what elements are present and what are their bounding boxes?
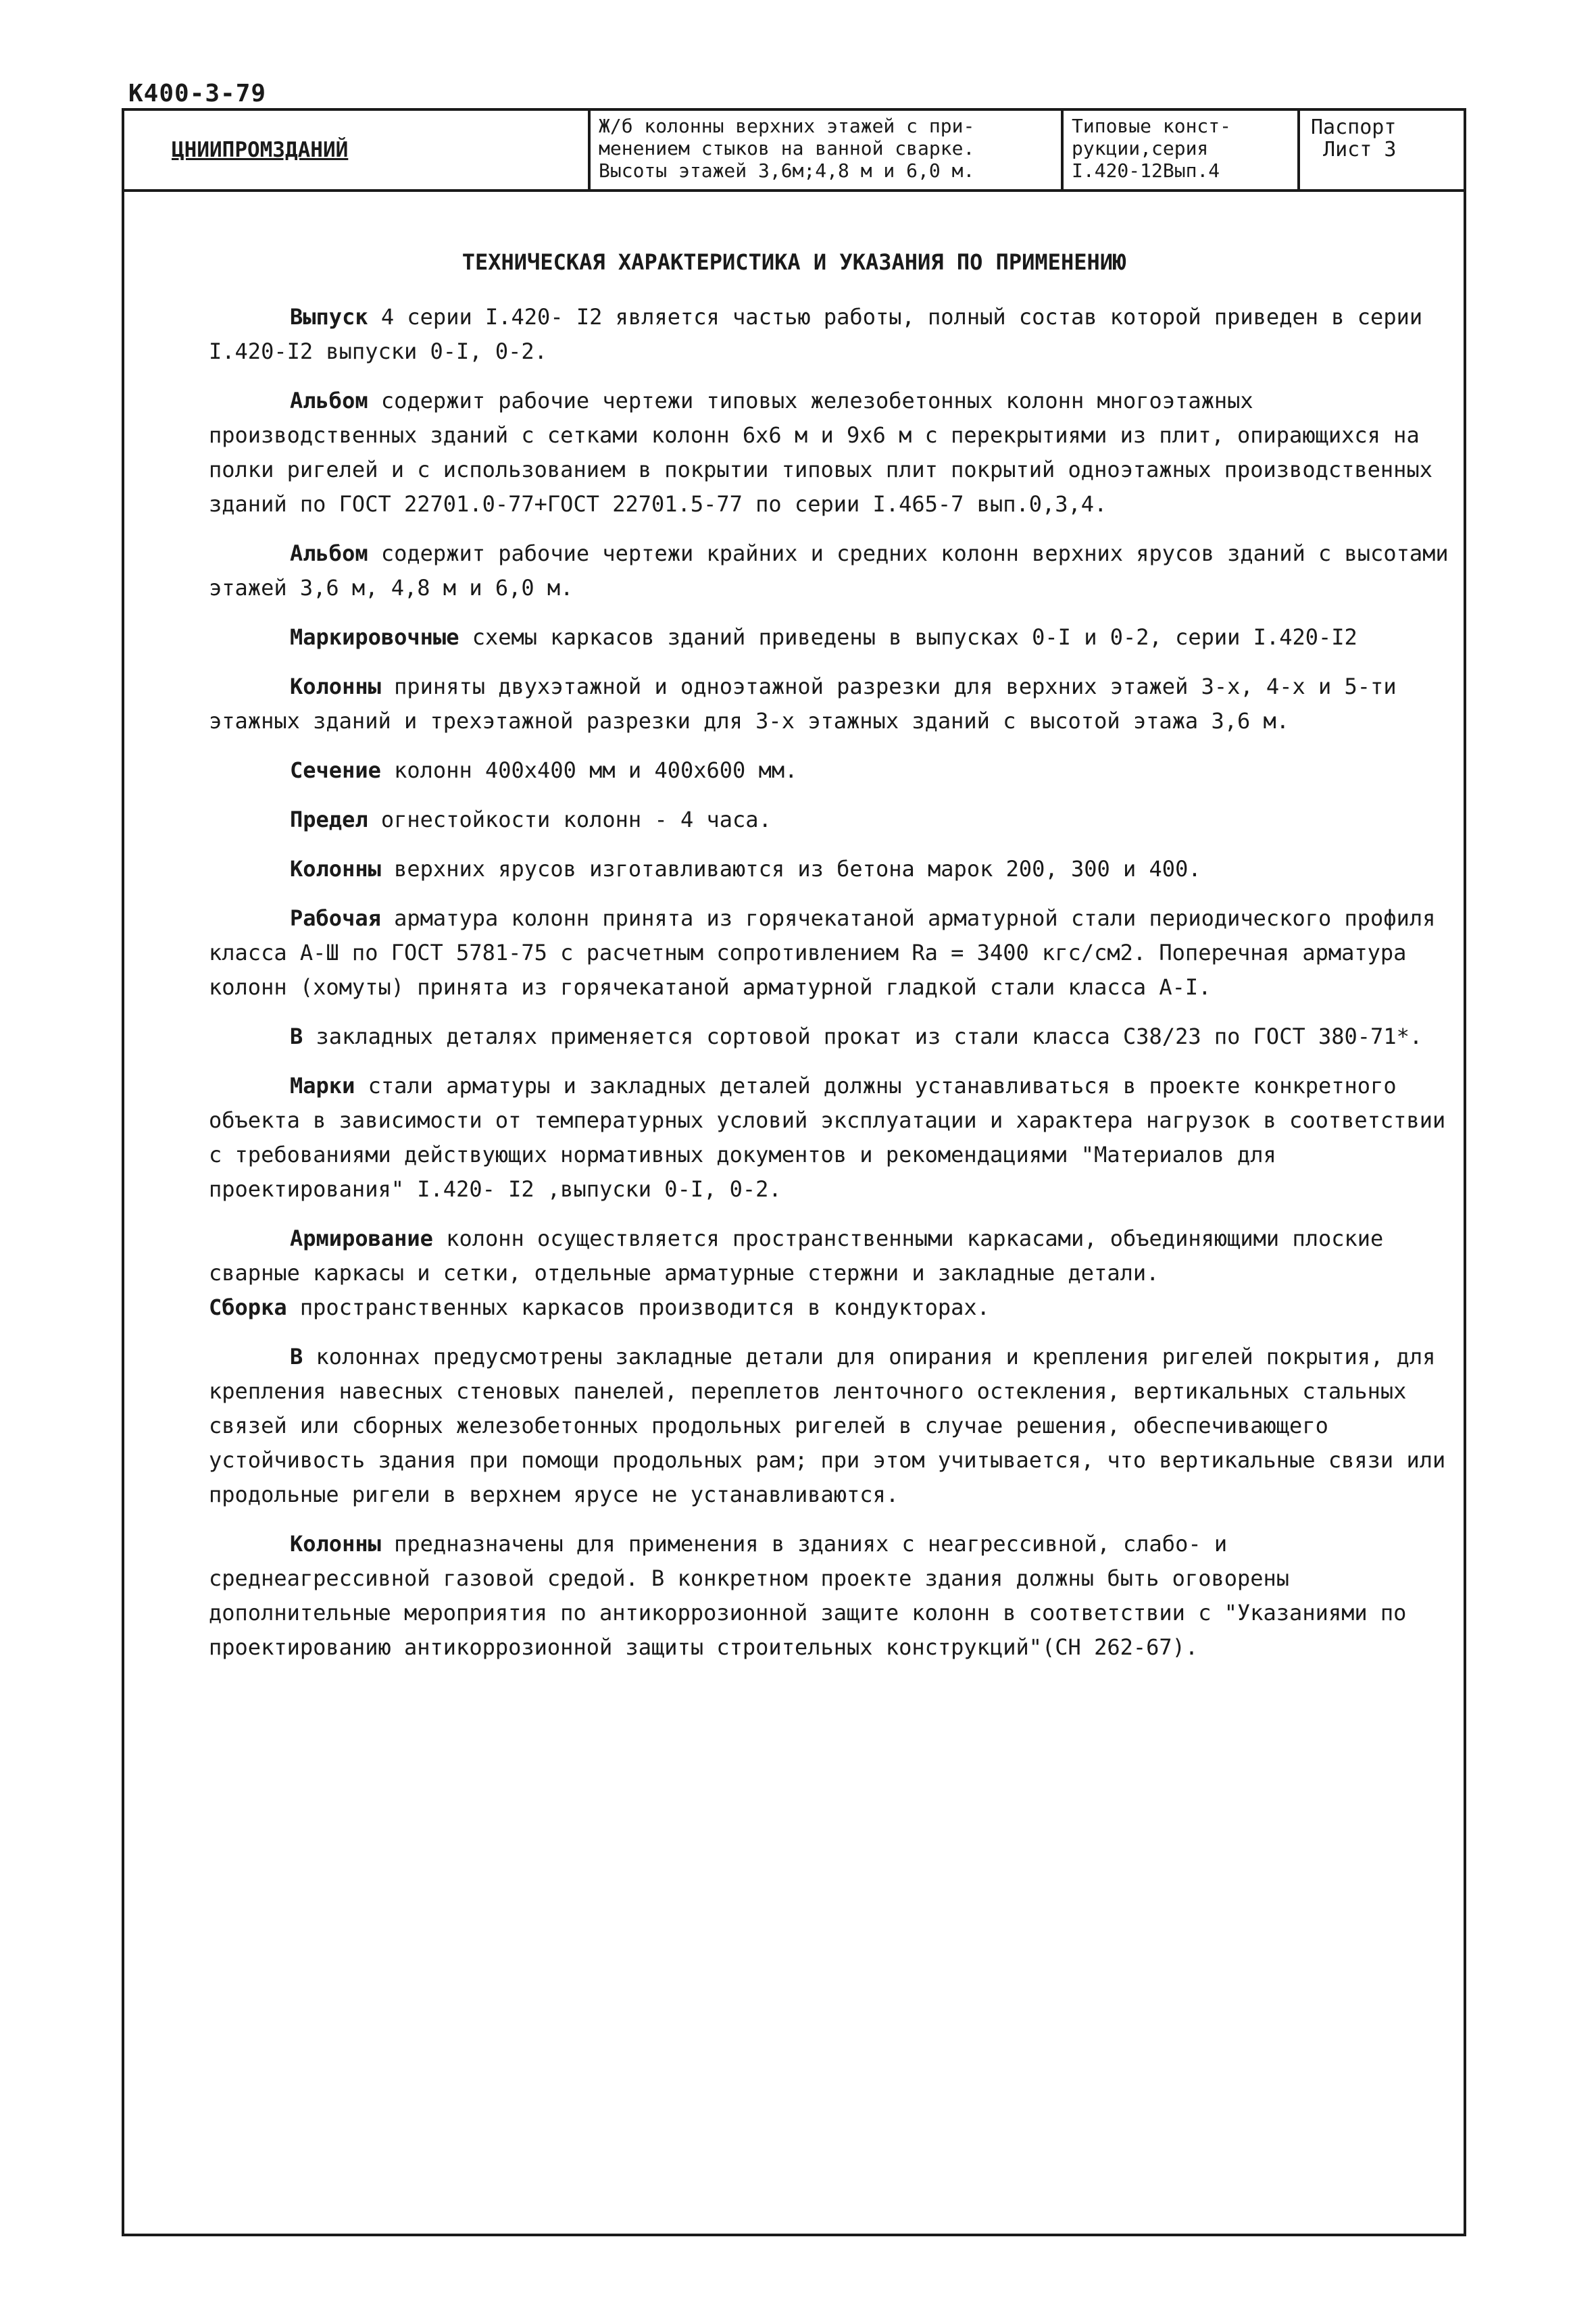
title-block [124, 111, 1464, 192]
paragraph [209, 753, 1452, 788]
paragraph [209, 300, 1452, 369]
sheet-line: Паспорт [1311, 116, 1397, 139]
paragraph-lead: Рабочая [290, 905, 381, 931]
sheet-line: Лист 3 [1311, 138, 1397, 161]
paragraph-text: содержит рабочие чертежи типовых железобетонных колонн многоэтажных производственных зданий с сетками колонн 6х6 м и 9х6 м с перекрытиями из плит, опирающихся на полки ригелей и с использованием в покрытии типовых плит покрытий одноэтажных производственных зданий по ГОСТ 22701.0-77+ГОСТ 22701.5-77 по серии I.465-7 вып.0,3,4. [209, 388, 1432, 517]
organization-name: ЦНИИПРОМЗДАНИЙ [172, 138, 349, 162]
paragraph [209, 670, 1452, 738]
paragraph-text: приняты двухэтажной и одноэтажной разрезки для верхних этажей 3-х, 4-х и 5-ти этажных зданий и трехэтажной разрезки для 3-х этажных зданий с высотой этажа 3,6 м. [209, 674, 1397, 734]
series-line: рукции,серия [1072, 137, 1209, 159]
paragraph-text: колонн осуществляется пространственными каркасами, объединяющими плоские сварные каркасы и сетки, отдельные арматурные стержни и закладные детали. [209, 1226, 1384, 1286]
series-line: I.420-12Вып.4 [1072, 159, 1220, 182]
paragraph-text: 4 серии I.420- I2 является частью работы, полный состав которой приведен в серии I.420-I2 выпуски 0-I, 0-2. [209, 304, 1423, 364]
paragraph-text: колонн 400х400 мм и 400х600 мм. [380, 757, 798, 783]
paragraph [209, 1290, 1452, 1325]
paragraph-lead: Марки [290, 1073, 355, 1099]
paragraph [209, 1069, 1452, 1207]
paragraph-text: арматура колонн принята из горячекатаной арматурной стали периодического профиля класса А-Ш по ГОСТ 5781-75 с расчетным сопротивлением Rа = 3400 кгс/см2. Поперечная арматура колонн (хомуты) принята из горячекатаной арматурной гладкой стали класса А-I. [209, 905, 1436, 1000]
series-info [1072, 115, 1231, 182]
paragraph [209, 1340, 1452, 1512]
paragraph-text: схемы каркасов зданий приведены в выпусках 0-I и 0-2, серии I.420-I2 [459, 624, 1357, 650]
paragraph [209, 1527, 1452, 1665]
paragraph-lead: Сечение [290, 757, 381, 783]
paragraph-lead: Колонны [290, 856, 381, 882]
title-line: менением стыков на ванной сварке. [599, 137, 975, 159]
paragraph-lead: Сборка [209, 1294, 287, 1320]
title-line: Высоты этажей 3,6м;4,8 м и 6,0 м. [599, 159, 975, 182]
paragraph-lead: Альбом [290, 388, 368, 413]
paragraph [209, 384, 1452, 522]
title-cell [591, 111, 1064, 189]
document-code: К400-3-79 [128, 80, 267, 107]
paragraph-lead: В [290, 1024, 303, 1049]
paragraph-lead: Альбом [290, 540, 368, 566]
paragraph [209, 852, 1452, 886]
body-text [209, 300, 1452, 1680]
paragraph-lead: Предел [290, 807, 368, 832]
paragraph-text: стали арматуры и закладных деталей должны устанавливаться в проекте конкретного объекта в зависимости от температурных условий эксплуатации и характера нагрузок в соответствии с требованиями действующих нормативных документов и рекомендациями "Материалов для проектирования" I.420- I2 ,выпуски 0-I, 0-2. [209, 1073, 1446, 1202]
section-heading: ТЕХНИЧЕСКАЯ ХАРАКТЕРИСТИКА И УКАЗАНИЯ ПО ПРИМЕНЕНИЮ [462, 249, 1126, 275]
paragraph-lead: Выпуск [290, 304, 368, 330]
org-cell [124, 111, 591, 189]
paragraph-text: предназначены для применения в зданиях с неагрессивной, слабо- и среднеагрессивной газовой средой. В конкретном проекте здания должны быть оговорены дополнительные мероприятия по антикоррозионной защите колонн в соответствии с "Указаниями по проектированию антикоррозионной защиты строительных конструкций"(СН 262-67). [209, 1531, 1407, 1660]
paragraph-text: верхних ярусов изготавливаются из бетона марок 200, 300 и 400. [380, 856, 1201, 882]
paragraph [209, 536, 1452, 605]
paragraph [209, 620, 1452, 655]
paragraph-lead: В [290, 1344, 303, 1369]
paragraph-lead: Колонны [290, 1531, 381, 1557]
paragraph [209, 901, 1452, 1005]
paragraph [209, 803, 1452, 837]
paragraph-lead: Армирование [290, 1226, 433, 1251]
paragraph-text: огнестойкости колонн - 4 часа. [368, 807, 772, 832]
sheet-cell [1300, 111, 1466, 189]
paragraph-lead: Маркировочные [290, 624, 459, 650]
document-title [599, 115, 974, 182]
paragraph-text: пространственных каркасов производится в кондукторах. [286, 1294, 990, 1320]
series-cell [1064, 111, 1300, 189]
paragraph-text: содержит рабочие чертежи крайних и средних колонн верхних ярусов зданий с высотами этажей 3,6 м, 4,8 м и 6,0 м. [209, 540, 1449, 601]
page-frame [122, 108, 1466, 2236]
title-line: Ж/б колонны верхних этажей с при- [599, 115, 975, 137]
paragraph-text: закладных деталях применяется сортовой прокат из стали класса С38/23 по ГОСТ 380-71*. [303, 1024, 1423, 1049]
paragraph-text: колоннах предусмотрены закладные детали для опирания и крепления ригелей покрытия, для крепления навесных стеновых панелей, переплетов ленточного остекления, вертикальных стальных связей или сборных железобетонных продольных ригелей в случае решения, обеспечивающего устойчивость здания при помощи продольных рам; при этом учитывается, что вертикальные связи или продольные ригели в верхнем ярусе не устанавливаются. [209, 1344, 1446, 1507]
sheet-info [1311, 116, 1396, 161]
series-line: Типовые конст- [1072, 115, 1232, 137]
paragraph [209, 1020, 1452, 1054]
paragraph-lead: Колонны [290, 674, 381, 699]
paragraph [209, 1222, 1452, 1290]
